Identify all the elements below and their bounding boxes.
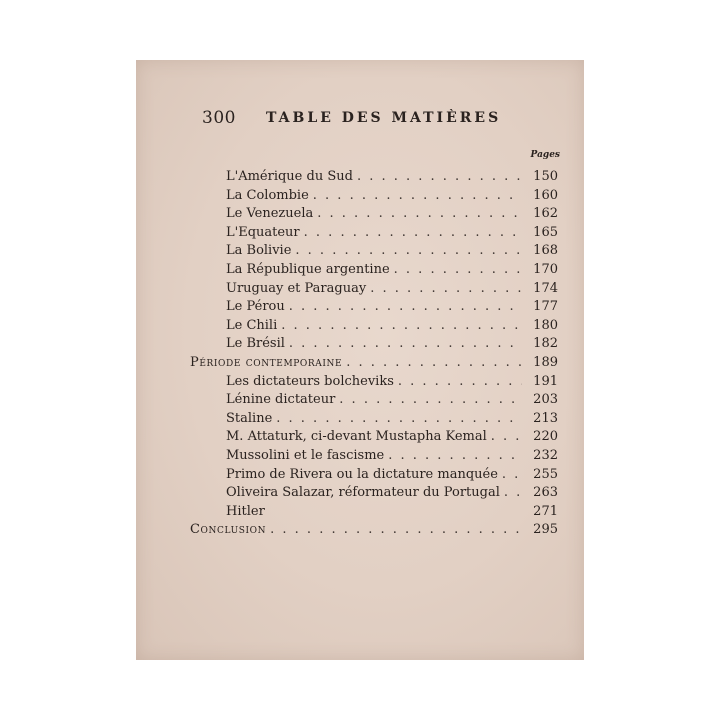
toc-entry-label: Le Brésil	[226, 336, 285, 352]
toc-section-label: Conclusion	[190, 522, 267, 538]
toc-entry-page: 220	[533, 429, 558, 445]
toc-entry-page: 160	[533, 187, 558, 203]
toc-entry	[190, 428, 558, 447]
leader-dots	[313, 187, 522, 206]
toc-entry-page: 162	[533, 206, 558, 222]
toc-entry-page: 165	[533, 224, 558, 240]
toc-entry-label: Le Venezuela	[226, 206, 314, 222]
running-title: TABLE DES MATIÈRES	[266, 110, 502, 126]
leader-dots	[289, 335, 522, 354]
toc-entry-label: Mussolini et le fascisme	[226, 447, 385, 463]
toc-entry-label: Le Chili	[226, 317, 278, 333]
toc-entry-label: Hitler	[226, 503, 265, 519]
leader-dots	[281, 317, 522, 336]
toc-entry-page: 191	[533, 373, 558, 389]
page-header	[196, 108, 526, 132]
toc-entry-page: 170	[533, 261, 558, 277]
toc-entry-label: Uruguay et Paraguay	[226, 280, 367, 296]
toc-entry-label: L'Equateur	[226, 224, 300, 240]
toc-entry-label: Lénine dictateur	[226, 392, 336, 408]
toc-entry-page: 255	[533, 466, 558, 482]
table-of-contents	[190, 168, 558, 540]
toc-entry-page: 182	[533, 336, 558, 352]
toc-entry-page: 177	[533, 299, 558, 315]
toc-entry-label: Oliveira Salazar, réformateur du Portugal	[226, 485, 500, 501]
toc-section	[190, 521, 558, 540]
leader-dots	[295, 242, 522, 261]
leader-dots	[504, 484, 522, 503]
toc-entry-label: Les dictateurs bolcheviks	[226, 373, 394, 389]
toc-entry-page: 263	[533, 485, 558, 501]
leader-dots	[339, 391, 522, 410]
toc-entry-label: L'Amérique du Sud	[226, 169, 353, 184]
toc-entry-page: 174	[533, 280, 558, 296]
leader-dots	[317, 205, 522, 224]
toc-section	[190, 354, 558, 373]
toc-entry	[190, 224, 558, 243]
toc-entry	[190, 242, 558, 261]
leader-dots	[502, 466, 522, 485]
toc-entry-label: La Colombie	[226, 187, 309, 203]
toc-entry-page: 203	[533, 392, 558, 408]
toc-entry	[190, 335, 558, 354]
toc-entry-label: La Bolivie	[226, 243, 292, 259]
pages-column-label: Pages	[530, 150, 560, 160]
toc-entry	[190, 168, 558, 187]
toc-entry	[190, 484, 558, 503]
toc-entry-page: 180	[533, 317, 558, 333]
leader-dots	[346, 354, 522, 373]
toc-entry-page: 168	[533, 243, 558, 259]
toc-entry	[190, 447, 558, 466]
toc-entry	[190, 466, 558, 485]
leader-dots	[270, 521, 522, 540]
toc-entry-label: La République argentine	[226, 261, 390, 277]
toc-entry-page: 271	[533, 503, 558, 519]
toc-entry-label: Staline	[226, 410, 273, 426]
leader-dots	[388, 447, 522, 466]
toc-entry-page: 150	[533, 169, 558, 184]
toc-entry	[190, 261, 558, 280]
toc-entry-page: 232	[533, 447, 558, 463]
leader-dots	[289, 298, 522, 317]
toc-section-page: 295	[533, 522, 558, 538]
leader-dots	[357, 168, 522, 187]
toc-entry	[190, 317, 558, 336]
book-page	[136, 60, 584, 660]
leader-dots	[304, 224, 522, 243]
toc-entry	[190, 187, 558, 206]
toc-entry	[190, 373, 558, 392]
toc-entry	[190, 298, 558, 317]
leader-dots	[394, 261, 522, 280]
toc-entry	[190, 503, 558, 522]
toc-entry	[190, 391, 558, 410]
leader-dots	[491, 428, 522, 447]
leader-dots	[370, 280, 522, 299]
toc-entry	[190, 280, 558, 299]
page-number: 300	[202, 108, 236, 128]
toc-entry-label: Le Pérou	[226, 299, 285, 315]
toc-entry-label: Primo de Rivera ou la dictature manquée	[226, 466, 498, 482]
toc-section-page: 189	[533, 354, 558, 370]
toc-entry-page: 213	[533, 410, 558, 426]
toc-entry-label: M. Attaturk, ci-devant Mustapha Kemal	[226, 429, 487, 445]
toc-entry	[190, 410, 558, 429]
leader-dots	[398, 373, 522, 392]
toc-entry	[190, 205, 558, 224]
leader-dots	[276, 410, 522, 429]
toc-section-label: Période contemporaine	[190, 354, 343, 370]
